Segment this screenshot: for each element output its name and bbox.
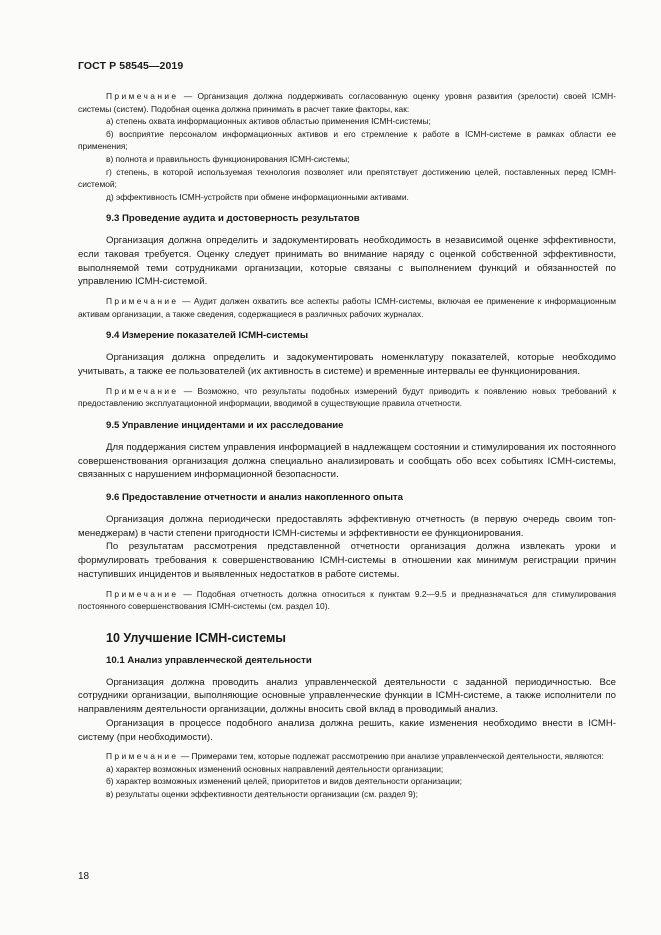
note-text: — Организация должна поддерживать согласованную оценку уровня развития (зрелости) своей ICMH-системы (систем). Подобная оценка должна принимать в расчет такие факторы, как: bbox=[78, 91, 616, 114]
body-paragraph: Организация должна определить и задокументировать необходимость в независимой оценке эффективности, если таковая требуется. Оценку следует принимать во внимание наряду с оценкой собственной эффективности, выполняемой теми сотрудниками организации, которые связаны с выполнением функций и обязанностей по управлению ICMH-системой. bbox=[78, 235, 616, 288]
note-paragraph bbox=[78, 295, 616, 320]
list-item: б) восприятие персоналом информационных активов и его стремление к работе в ICMH-системе в рамках области ее применения; bbox=[78, 128, 616, 152]
note-text: — Подобная отчетность должна относиться к пунктам 9.2—9.5 и предназначаться для стимулирования постоянного совершенствования ICMH-системы (см. раздел 10). bbox=[78, 588, 616, 612]
note-text: — Аудит должен охватить все аспекты работы ICMH-системы, включая ее применение к информационным активам организации, а также сведения, содержащиеся в различных рабочих журналах. bbox=[78, 296, 616, 319]
body-paragraph: По результатам рассмотрения представленной отчетности организация должна извлекать уроки и формулировать требования к совершенствованию ICMH-системы в отношении как минимум регистрации причин наступивших инцидентов и выявленных недостатков в работе системы. bbox=[78, 541, 616, 580]
note-label: Примечание bbox=[106, 296, 179, 307]
note-text: — Примерами тем, которые подлежат рассмотрению при анализе управленческой деятельности, являются: bbox=[178, 751, 604, 762]
list-item: б) характер возможных изменений целей, приоритетов и видов деятельности организации; bbox=[106, 776, 462, 787]
body-paragraph: Для поддержания систем управления информацией в надлежащем состоянии и стимулирования их постоянного совершенствования организация должна специально анализировать и сообщать обо всех событиях ICMH-системы, связанных с нарушением информационной безопасности. bbox=[78, 441, 616, 481]
note-paragraph bbox=[78, 588, 616, 613]
section-heading: 9.3 Проведение аудита и достоверность результатов bbox=[106, 213, 360, 225]
section-heading: 10.1 Анализ управленческой деятельности bbox=[106, 654, 312, 666]
body-paragraph: Организация должна периодически предоставлять эффективную отчетность (в первую очередь своим топ-менеджерам) в части степени пригодности ICMH-системы и эффективности ее функционирования. bbox=[78, 514, 616, 539]
document-body bbox=[78, 90, 616, 801]
list-item: а) характер возможных изменений основных направлений деятельности организации; bbox=[106, 763, 444, 774]
document-header: ГОСТ Р 58545—2019 bbox=[78, 60, 184, 72]
body-paragraph: Организация в процессе подобного анализа должна решить, какие изменения необходимо внести в ICMH-систему (при необходимости). bbox=[78, 717, 616, 743]
chapter-heading: 10 Улучшение ICMH-системы bbox=[106, 630, 286, 645]
list-item: д) эффективность ICMH-устройств при обмене информационными активами. bbox=[106, 191, 409, 202]
body-paragraph: Организация должна определить и задокументировать номенклатуру показателей, которые необходимо учитывать, а также ее пользователей (их активность в системе) и временные интервалы ее функционирования. bbox=[78, 352, 616, 378]
note-paragraph bbox=[78, 90, 616, 115]
page-number: 18 bbox=[78, 871, 90, 882]
list-item: г) степень, в которой используемая технология позволяет или препятствует достижению целей, поставленных перед ICMH-системой; bbox=[78, 166, 616, 190]
note-label: Примечание bbox=[106, 385, 179, 396]
list-item: в) результаты оценки эффективности деятельности организации (см. раздел 9); bbox=[106, 789, 418, 800]
list-item: в) полнота и правильность функционирования ICMH-системы; bbox=[106, 153, 350, 164]
note-label: Примечание bbox=[106, 751, 179, 762]
note-paragraph bbox=[78, 385, 616, 410]
section-heading: 9.5 Управление инцидентами и их расследование bbox=[106, 419, 344, 431]
note-label: Примечание bbox=[106, 91, 179, 101]
section-heading: 9.4 Измерение показателей ICMH-системы bbox=[106, 330, 309, 342]
section-heading: 9.6 Предоставление отчетности и анализ накопленного опыта bbox=[106, 492, 403, 504]
note-label: Примечание bbox=[106, 588, 179, 599]
list-item: а) степень охвата информационных активов областью применения ICMH-системы; bbox=[106, 116, 431, 127]
body-paragraph: Организация должна проводить анализ управленческой деятельности с заданной периодичностью. Все сотрудники организации, выполняющие основные управленческие функции в ICMH-системе, а также исполнители по направлениям деятельности организации, должны вносить свой вклад в проводимый анализ. bbox=[78, 676, 616, 716]
note-text: — Возможно, что результаты подобных измерений будут приводить к появлению новых требований к предоставлению эксплуатационной информации, вводимой в существующие правила отчетности. bbox=[78, 385, 616, 409]
note-paragraph bbox=[78, 750, 616, 763]
